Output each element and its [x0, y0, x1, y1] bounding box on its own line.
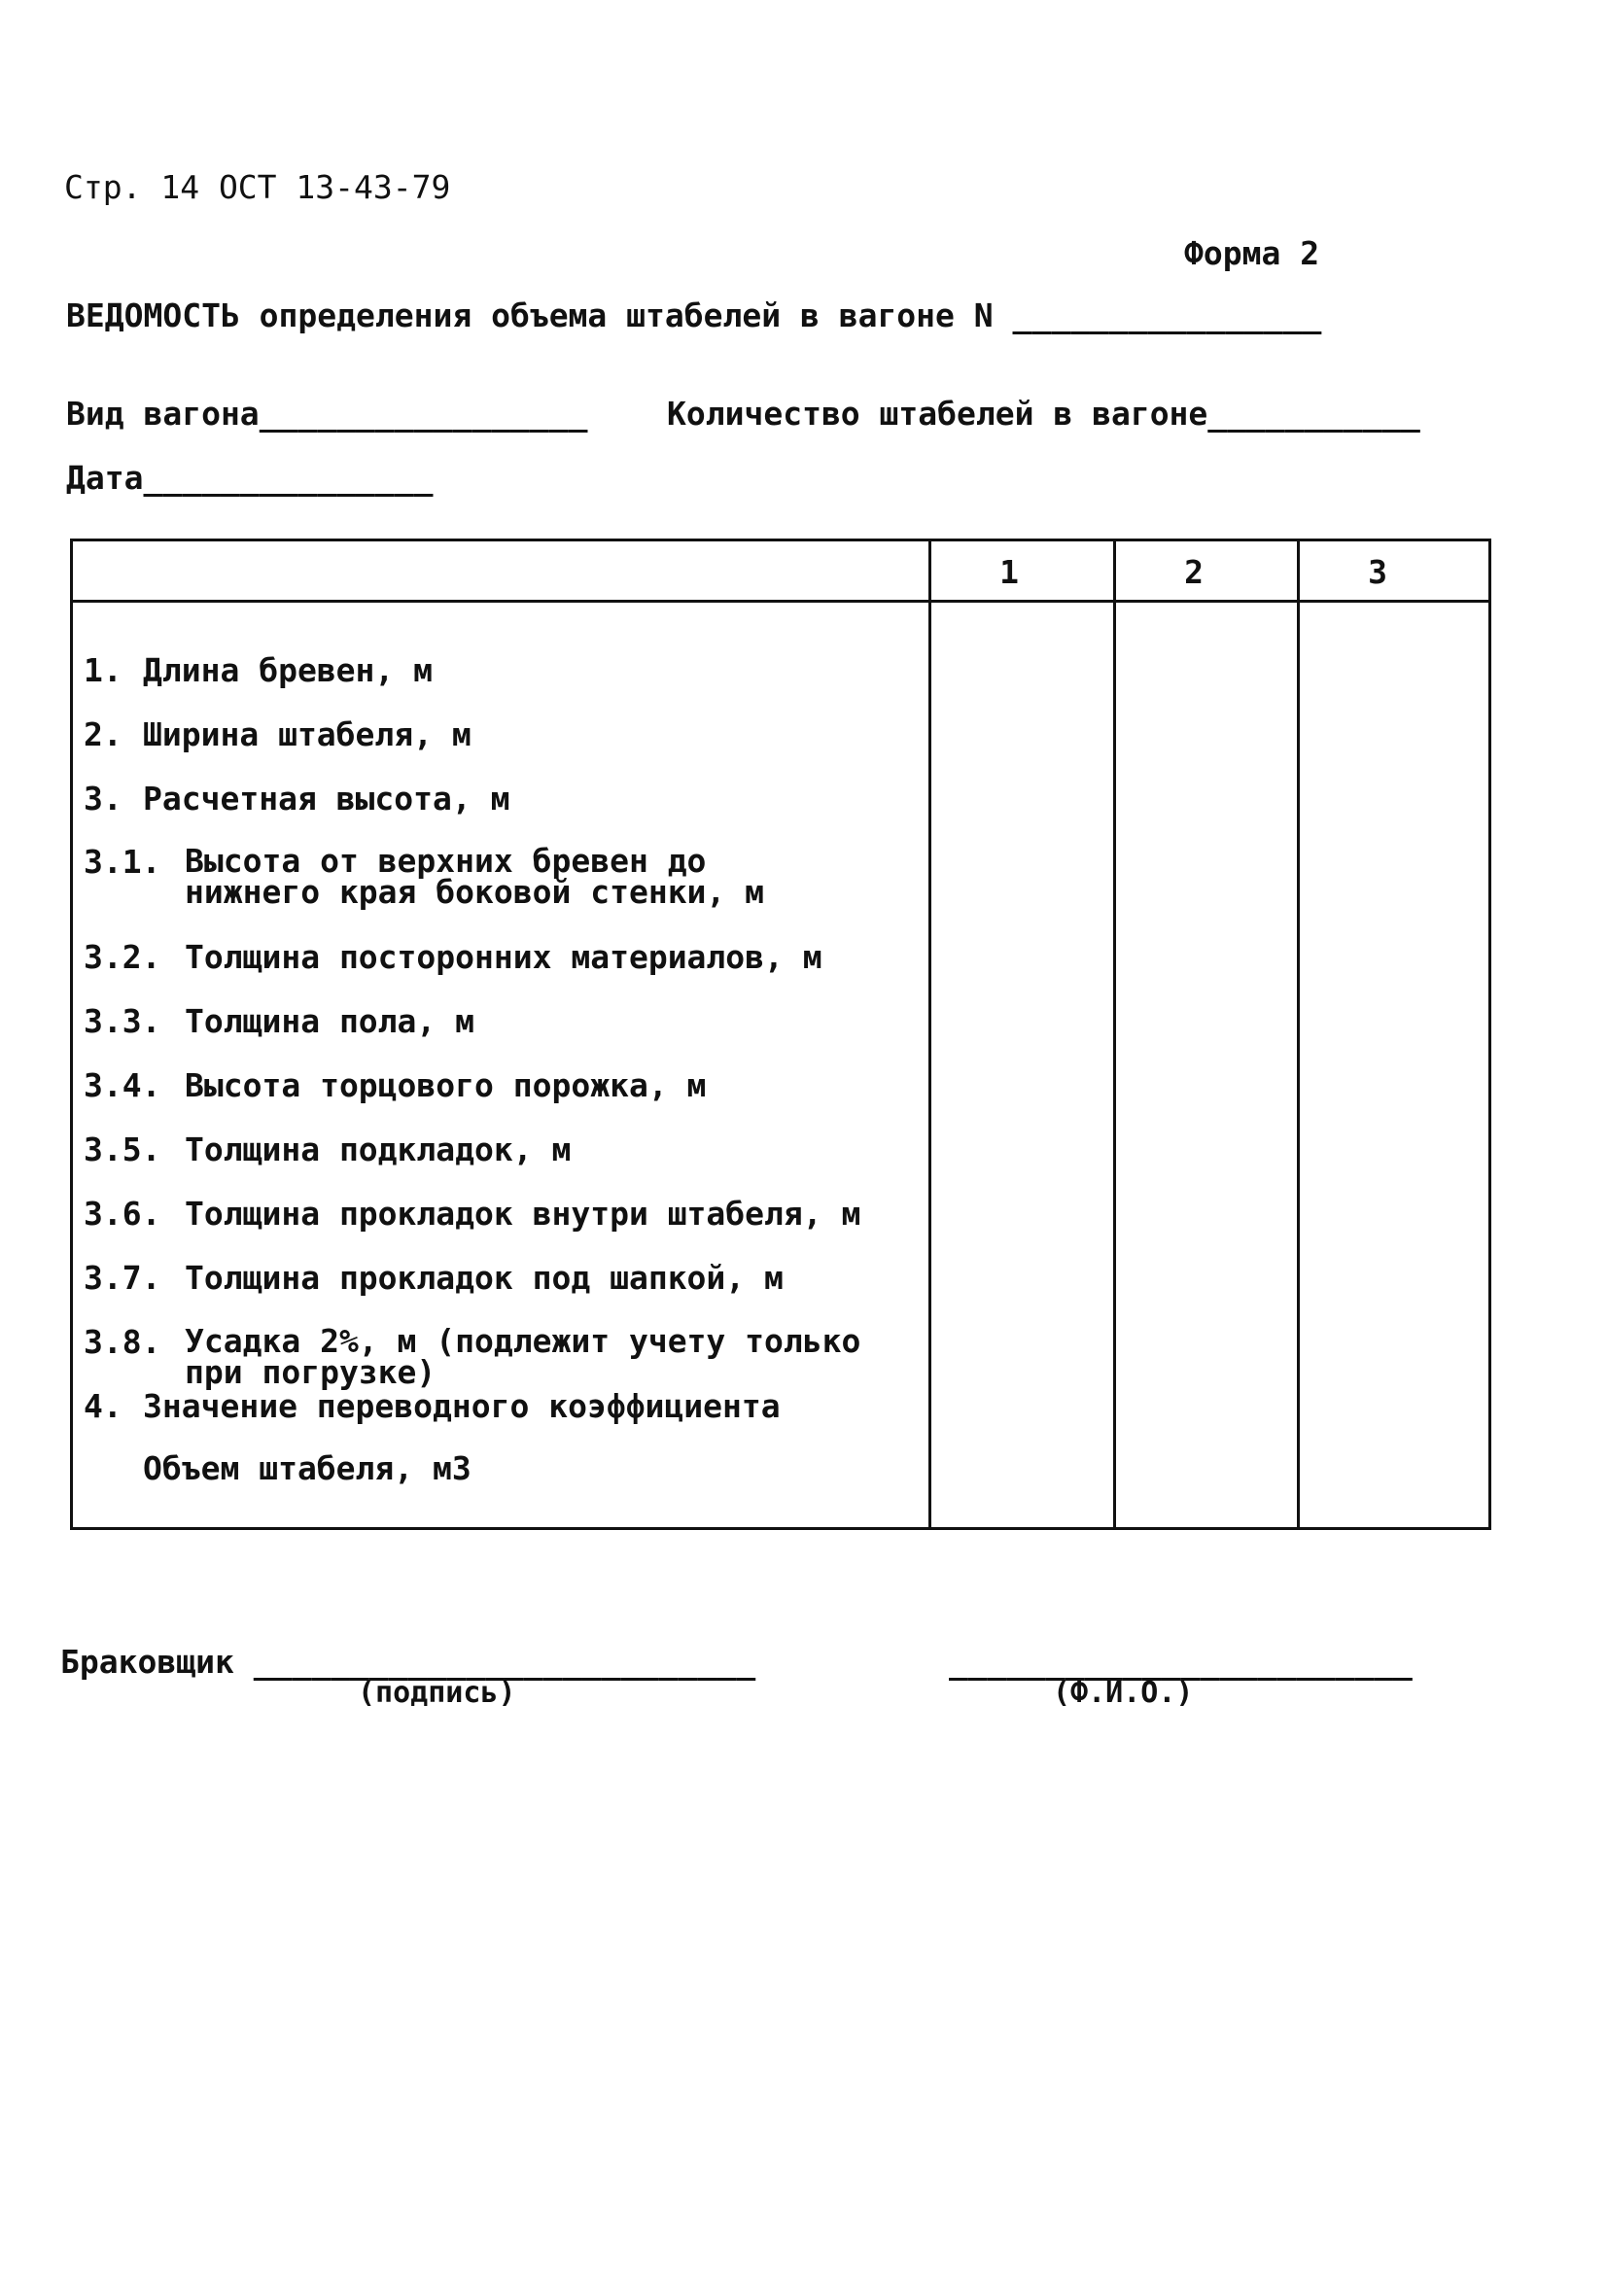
date-field	[66, 459, 434, 497]
row-number: 3.1.	[84, 843, 161, 881]
stack-count-blank: ___________	[1207, 395, 1420, 433]
document-title	[66, 296, 1322, 334]
row-number: 4.	[84, 1387, 122, 1425]
row-label: Толщина пола, м	[185, 1002, 475, 1040]
row-number: 3.7.	[84, 1259, 161, 1297]
row-label: Объем штабеля, м3	[143, 1449, 472, 1487]
row-number: 1.	[84, 651, 122, 689]
page-reference: Стр. 14 ОСТ 13-43-79	[64, 168, 451, 206]
wagon-number-blank: ________________	[1012, 296, 1322, 334]
column-divider-1	[928, 539, 931, 1530]
row-number: 3.3.	[84, 1002, 161, 1040]
wagon-type-blank: _________________	[259, 395, 588, 433]
row-label: Ширина штабеля, м	[143, 715, 472, 753]
table-header-divider	[70, 600, 1491, 603]
signature-blank: __________________________	[253, 1643, 756, 1681]
row-number: 3.4.	[84, 1066, 161, 1104]
document-title-text: ВЕДОМОСТЬ определения объема штабелей в вагоне N	[66, 296, 994, 334]
date-blank: _______________	[143, 459, 434, 497]
row-label: Длина бревен, м	[143, 651, 434, 689]
row-label: Толщина подкладок, м	[185, 1131, 572, 1168]
row-number: 2.	[84, 715, 122, 753]
signature-caption: (подпись)	[358, 1676, 516, 1710]
wagon-type-field	[66, 395, 588, 433]
full-name-blank: ________________________	[949, 1643, 1413, 1681]
row-label: Высота от верхних бревен до нижнего края боковой стенки, м	[185, 842, 765, 912]
row-label: Толщина прокладок под шапкой, м	[185, 1259, 784, 1297]
date-label: Дата	[66, 459, 144, 497]
stack-count-label: Количество штабелей в вагоне	[667, 395, 1208, 433]
row-number: 3.6.	[84, 1195, 161, 1233]
row-label: Толщина прокладок внутри штабеля, м	[185, 1195, 861, 1233]
stack-count-field	[667, 395, 1420, 433]
row-label: Усадка 2%, м (подлежит учету только при погрузке)	[185, 1322, 861, 1392]
column-header-1: 1	[999, 553, 1019, 591]
column-header-2: 2	[1184, 553, 1204, 591]
row-number: 3.2.	[84, 938, 161, 976]
wagon-type-label: Вид вагона	[66, 395, 260, 433]
form-label: Форма 2	[1184, 234, 1320, 272]
column-divider-3	[1297, 539, 1300, 1530]
inspector-label: Браковщик	[60, 1643, 234, 1681]
row-label: Высота торцового порожка, м	[185, 1066, 707, 1104]
row-number: 3.	[84, 780, 122, 818]
row-number: 3.8.	[84, 1323, 161, 1361]
row-number: 3.5.	[84, 1131, 161, 1168]
row-label: Значение переводного коэффициента	[143, 1387, 781, 1425]
inspector-signature-line	[60, 1643, 756, 1681]
column-divider-2	[1113, 539, 1116, 1530]
full-name-caption: (Ф.И.О.)	[1053, 1676, 1194, 1710]
row-label: Толщина посторонних материалов, м	[185, 938, 822, 976]
column-header-3: 3	[1368, 553, 1387, 591]
row-label: Расчетная высота, м	[143, 780, 510, 818]
